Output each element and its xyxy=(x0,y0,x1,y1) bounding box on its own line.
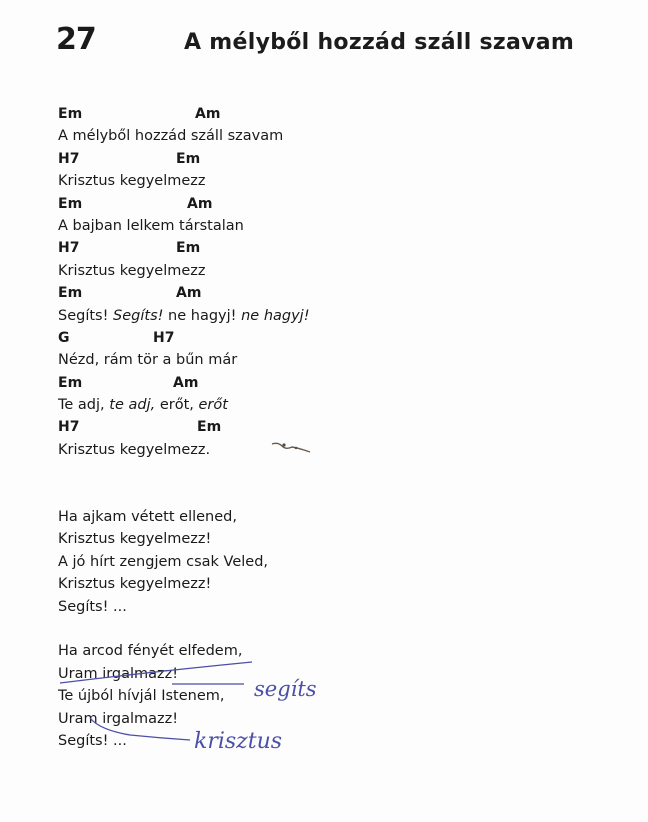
chord: Em xyxy=(197,419,222,436)
chord: H7 xyxy=(58,240,80,257)
lyric-line: Segíts! ... xyxy=(58,598,127,615)
handwritten-note: krisztus xyxy=(194,729,283,754)
chord-line xyxy=(58,416,618,438)
lyric-echo: erőt xyxy=(198,397,228,414)
chord-line xyxy=(58,237,618,259)
lyric-line: Krisztus kegyelmezz xyxy=(58,173,206,190)
chord-line xyxy=(58,103,618,125)
lyric-line: Krisztus kegyelmezz! xyxy=(58,531,212,548)
lyric-line xyxy=(58,394,618,416)
chord-line xyxy=(58,193,618,215)
lyric-line: Te újból hívjál Istenem, xyxy=(58,688,225,705)
song-number: 27 xyxy=(56,22,96,57)
chord: Em xyxy=(176,150,201,167)
lyric-part: Segíts! xyxy=(58,307,114,324)
chord: Am xyxy=(187,195,213,212)
lyric-part: Te adj, xyxy=(58,397,110,414)
lyric-line: Nézd, rám tör a bűn már xyxy=(58,352,238,369)
lyric-echo: Segíts! xyxy=(113,307,164,324)
lyric-part: erőt, xyxy=(155,397,199,414)
lyrics-body xyxy=(58,103,618,752)
lyric-line: Ha arcod fényét elfedem, xyxy=(58,643,243,660)
chord-line xyxy=(58,327,618,349)
lyric-echo: ne hagyj! xyxy=(241,307,310,324)
chord: Em xyxy=(58,285,83,302)
chord: Am xyxy=(176,285,202,302)
lyric-line: Uram irgalmazz! xyxy=(58,710,179,727)
lyric-line: A mélyből hozzád száll szavam xyxy=(58,128,284,145)
lyric-part: ne hagyj! xyxy=(163,307,242,324)
ink-smudge xyxy=(270,438,314,454)
chord-line xyxy=(58,282,618,304)
chord-line xyxy=(58,372,618,394)
chord: Am xyxy=(195,106,221,122)
chord: Em xyxy=(58,106,83,122)
handwritten-note: segíts xyxy=(254,677,317,701)
chord: H7 xyxy=(58,419,80,436)
chord: Em xyxy=(58,374,83,391)
chord: Am xyxy=(173,374,199,391)
lyric-line xyxy=(58,305,618,327)
lyric-line: Krisztus kegyelmezz. xyxy=(58,441,211,458)
chord-line xyxy=(58,148,618,170)
lyric-line: A jó hírt zengjem csak Veled, xyxy=(58,553,269,570)
lyric-line: Krisztus kegyelmezz! xyxy=(58,576,212,593)
lyric-line: Uram irgalmazz! xyxy=(58,665,179,682)
song-title: A mélyből hozzád száll szavam xyxy=(184,30,575,55)
chord: Em xyxy=(58,195,83,212)
chord: H7 xyxy=(58,150,80,167)
lyric-line: Krisztus kegyelmezz xyxy=(58,262,206,279)
lyric-echo: te adj, xyxy=(109,397,156,414)
chord: Em xyxy=(176,240,201,257)
chord: H7 xyxy=(153,329,175,346)
lyric-line: Ha ajkam vétett ellened, xyxy=(58,509,237,526)
lyric-line: A bajban lelkem társtalan xyxy=(58,217,244,234)
lyric-line: Segíts! ... xyxy=(58,732,127,749)
chord: G xyxy=(58,329,70,346)
